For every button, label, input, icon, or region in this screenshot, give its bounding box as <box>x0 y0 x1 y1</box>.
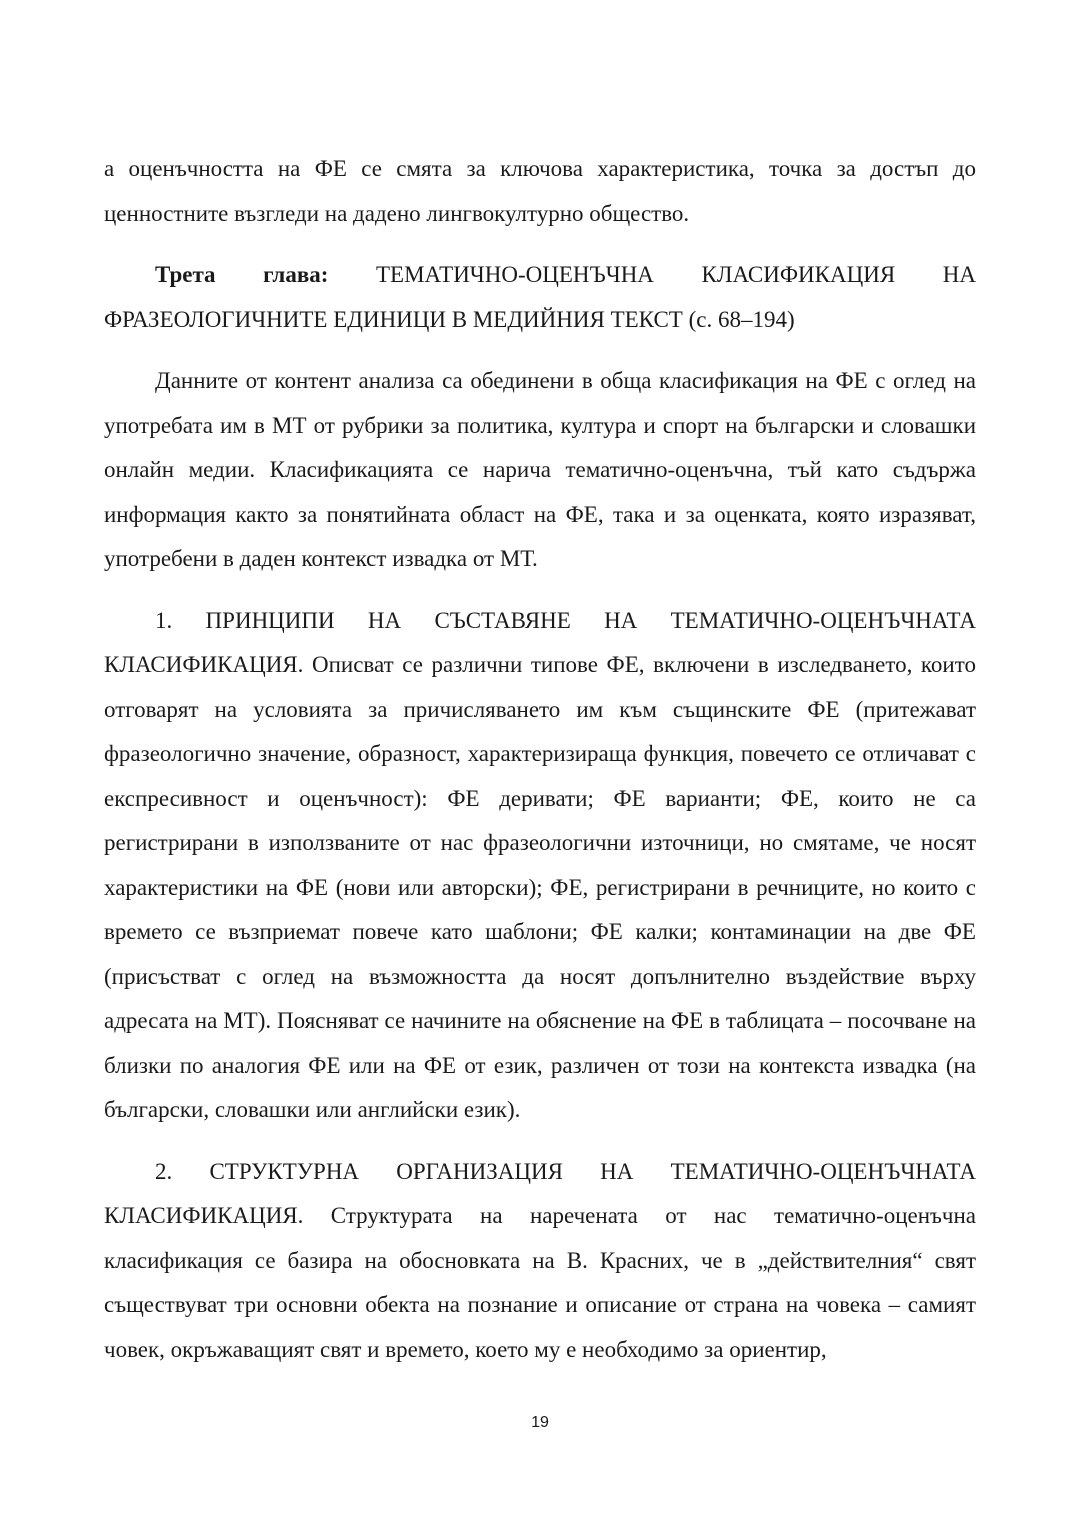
paragraph-structure: 2. СТРУКТУРНА ОРГАНИЗАЦИЯ НА ТЕМАТИЧНО-ОЦЕНЪЧНАТА КЛАСИФИКАЦИЯ. Структурата на наречената от нас тематично-оценъчна класификация се базира на обосновката на В. Красних, че в „действителния“ свят съществуват три основни обекта на познание и описание от страна на човека – самият човек, окръжаващият свят и времето, което му е необходимо за ориентир, <box>104 1158 976 1362</box>
paragraph-continuation: а оценъчността на ФЕ се смята за ключова характеристика, точка за достъп до ценностните възгледи на дадено лингвокултурно общество. <box>104 156 976 226</box>
page-number: 19 <box>531 1414 549 1431</box>
chapter-label: Трета глава: <box>155 262 329 287</box>
chapter-heading <box>104 253 976 342</box>
page-body <box>104 147 976 1372</box>
paragraph-principles: 1. ПРИНЦИПИ НА СЪСТАВЯНЕ НА ТЕМАТИЧНО-ОЦЕНЪЧНАТА КЛАСИФИКАЦИЯ. Описват се различни типове ФЕ, включени в изследването, които отговарят на условията за причисляването им към същинските ФЕ (притежават фразеологично значение, образност, характеризираща функция, повечето се отличават с експресивност и оценъчност): ФЕ деривати; ФЕ варианти; ФЕ, които не са регистрирани в използваните от нас фразеологични източници, но смятаме, че носят характеристики на ФЕ (нови или авторски); ФЕ, регистрирани в речниците, но които с времето се възприемат повече като шаблони; ФЕ калки; контаминации на две ФЕ (присъстват с оглед на възможността да носят допълнително въздействие върху адресата на МТ). Поясняват се начините на обяснение на ФЕ в таблицата – посочване на близки по аналогия ФЕ или на ФЕ от език, различен от този на контекста извадка (на български, словашки или английски език). <box>104 607 976 1122</box>
paragraph-content-analysis: Данните от контент анализа са обединени в обща класификация на ФЕ с оглед на употребата им в МТ от рубрики за политика, култура и спорт на български и словашки онлайн медии. Класификацията се нарича тематично-оценъчна, тъй като съдържа информация както за понятийната област на ФЕ, така и за оценката, която изразяват, употребени в даден контекст извадка от МТ. <box>104 368 976 571</box>
chapter-title: ТЕМАТИЧНО-ОЦЕНЪЧНА КЛАСИФИКАЦИЯ НА ФРАЗЕОЛОГИЧНИТЕ ЕДИНИЦИ В МЕДИЙНИЯ ТЕКСТ (с. 68–194) <box>104 262 976 332</box>
